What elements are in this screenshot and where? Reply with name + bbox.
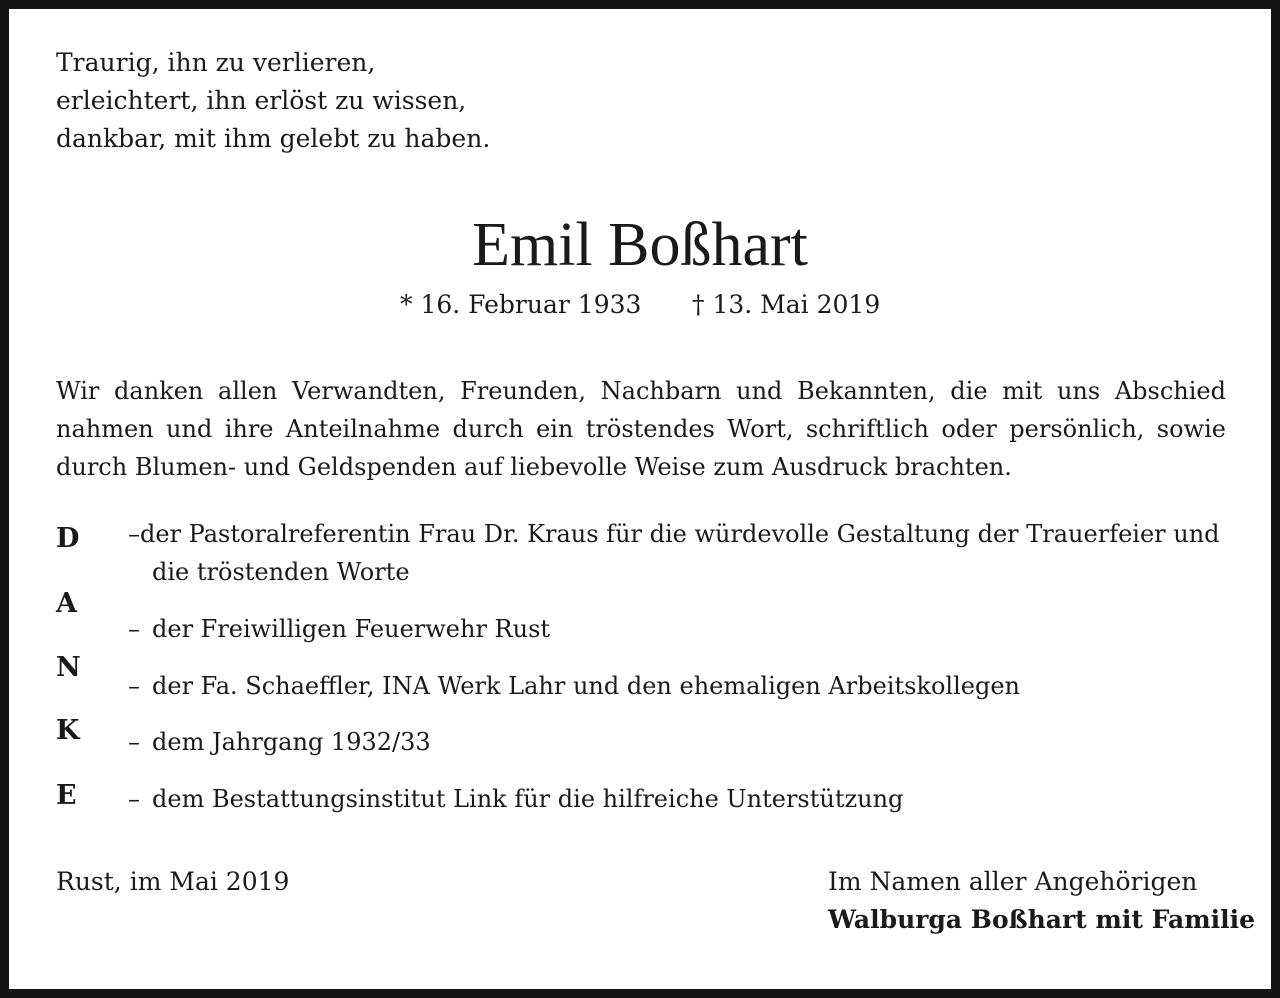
danke-letter: E <box>56 780 77 811</box>
danke-item <box>128 667 1020 705</box>
danke-item-text: dem Bestattungsinstitut Link für die hilfreiche Unterstützung <box>152 785 904 813</box>
poem-line: erleichtert, ihn erlöst zu wissen, <box>56 86 467 115</box>
dash: – <box>128 672 140 700</box>
poem-line: dankbar, mit ihm gelebt zu haben. <box>56 124 491 153</box>
danke-letter: D <box>56 523 80 554</box>
dash: – <box>128 520 140 548</box>
danke-item <box>128 723 431 761</box>
danke-item-text: der Pastoralreferentin Frau Dr. Kraus für die würdevolle Gestaltung der Trauerfeier und <box>140 520 1220 548</box>
dash: – <box>128 615 140 643</box>
danke-letter: K <box>56 715 80 746</box>
danke-item <box>128 610 550 648</box>
dash: – <box>128 785 140 813</box>
poem <box>56 44 490 158</box>
danke-item-text: der Freiwilligen Feuerwehr Rust <box>152 615 551 643</box>
poem-line: Traurig, ihn zu verlieren, <box>56 48 376 77</box>
birth-date: * 16. Februar 1933 <box>400 290 642 319</box>
danke-item <box>128 780 903 818</box>
signature-name: Walburga Boßhart mit Familie <box>828 905 1256 934</box>
dash: – <box>128 728 140 756</box>
danke-item-text: der Fa. Schaeffler, INA Werk Lahr und den ehemaligen Arbeitskollegen <box>152 672 1021 700</box>
signature-intro: Im Namen aller Angehörigen <box>828 867 1198 896</box>
danke-item <box>128 515 1228 591</box>
danke-letter: A <box>56 588 77 619</box>
deceased-name: Emil Boßhart <box>472 211 808 279</box>
thanks-paragraph: Wir danken allen Verwandten, Freunden, Nachbarn und Bekannten, die mit uns Abschied nahmen und ihre Anteilnahme durch ein tröstendes Wort, schriftlich oder persönlich, sowie durch Blumen- und Geldspenden auf liebevolle Weise zum Ausdruck brachten. <box>56 377 1226 481</box>
danke-item-text: die tröstenden Worte <box>152 558 410 586</box>
danke-letter: N <box>56 652 81 683</box>
death-date: † 13. Mai 2019 <box>692 290 881 319</box>
danke-item-text: dem Jahrgang 1932/33 <box>152 728 431 756</box>
place-date: Rust, im Mai 2019 <box>56 867 290 896</box>
